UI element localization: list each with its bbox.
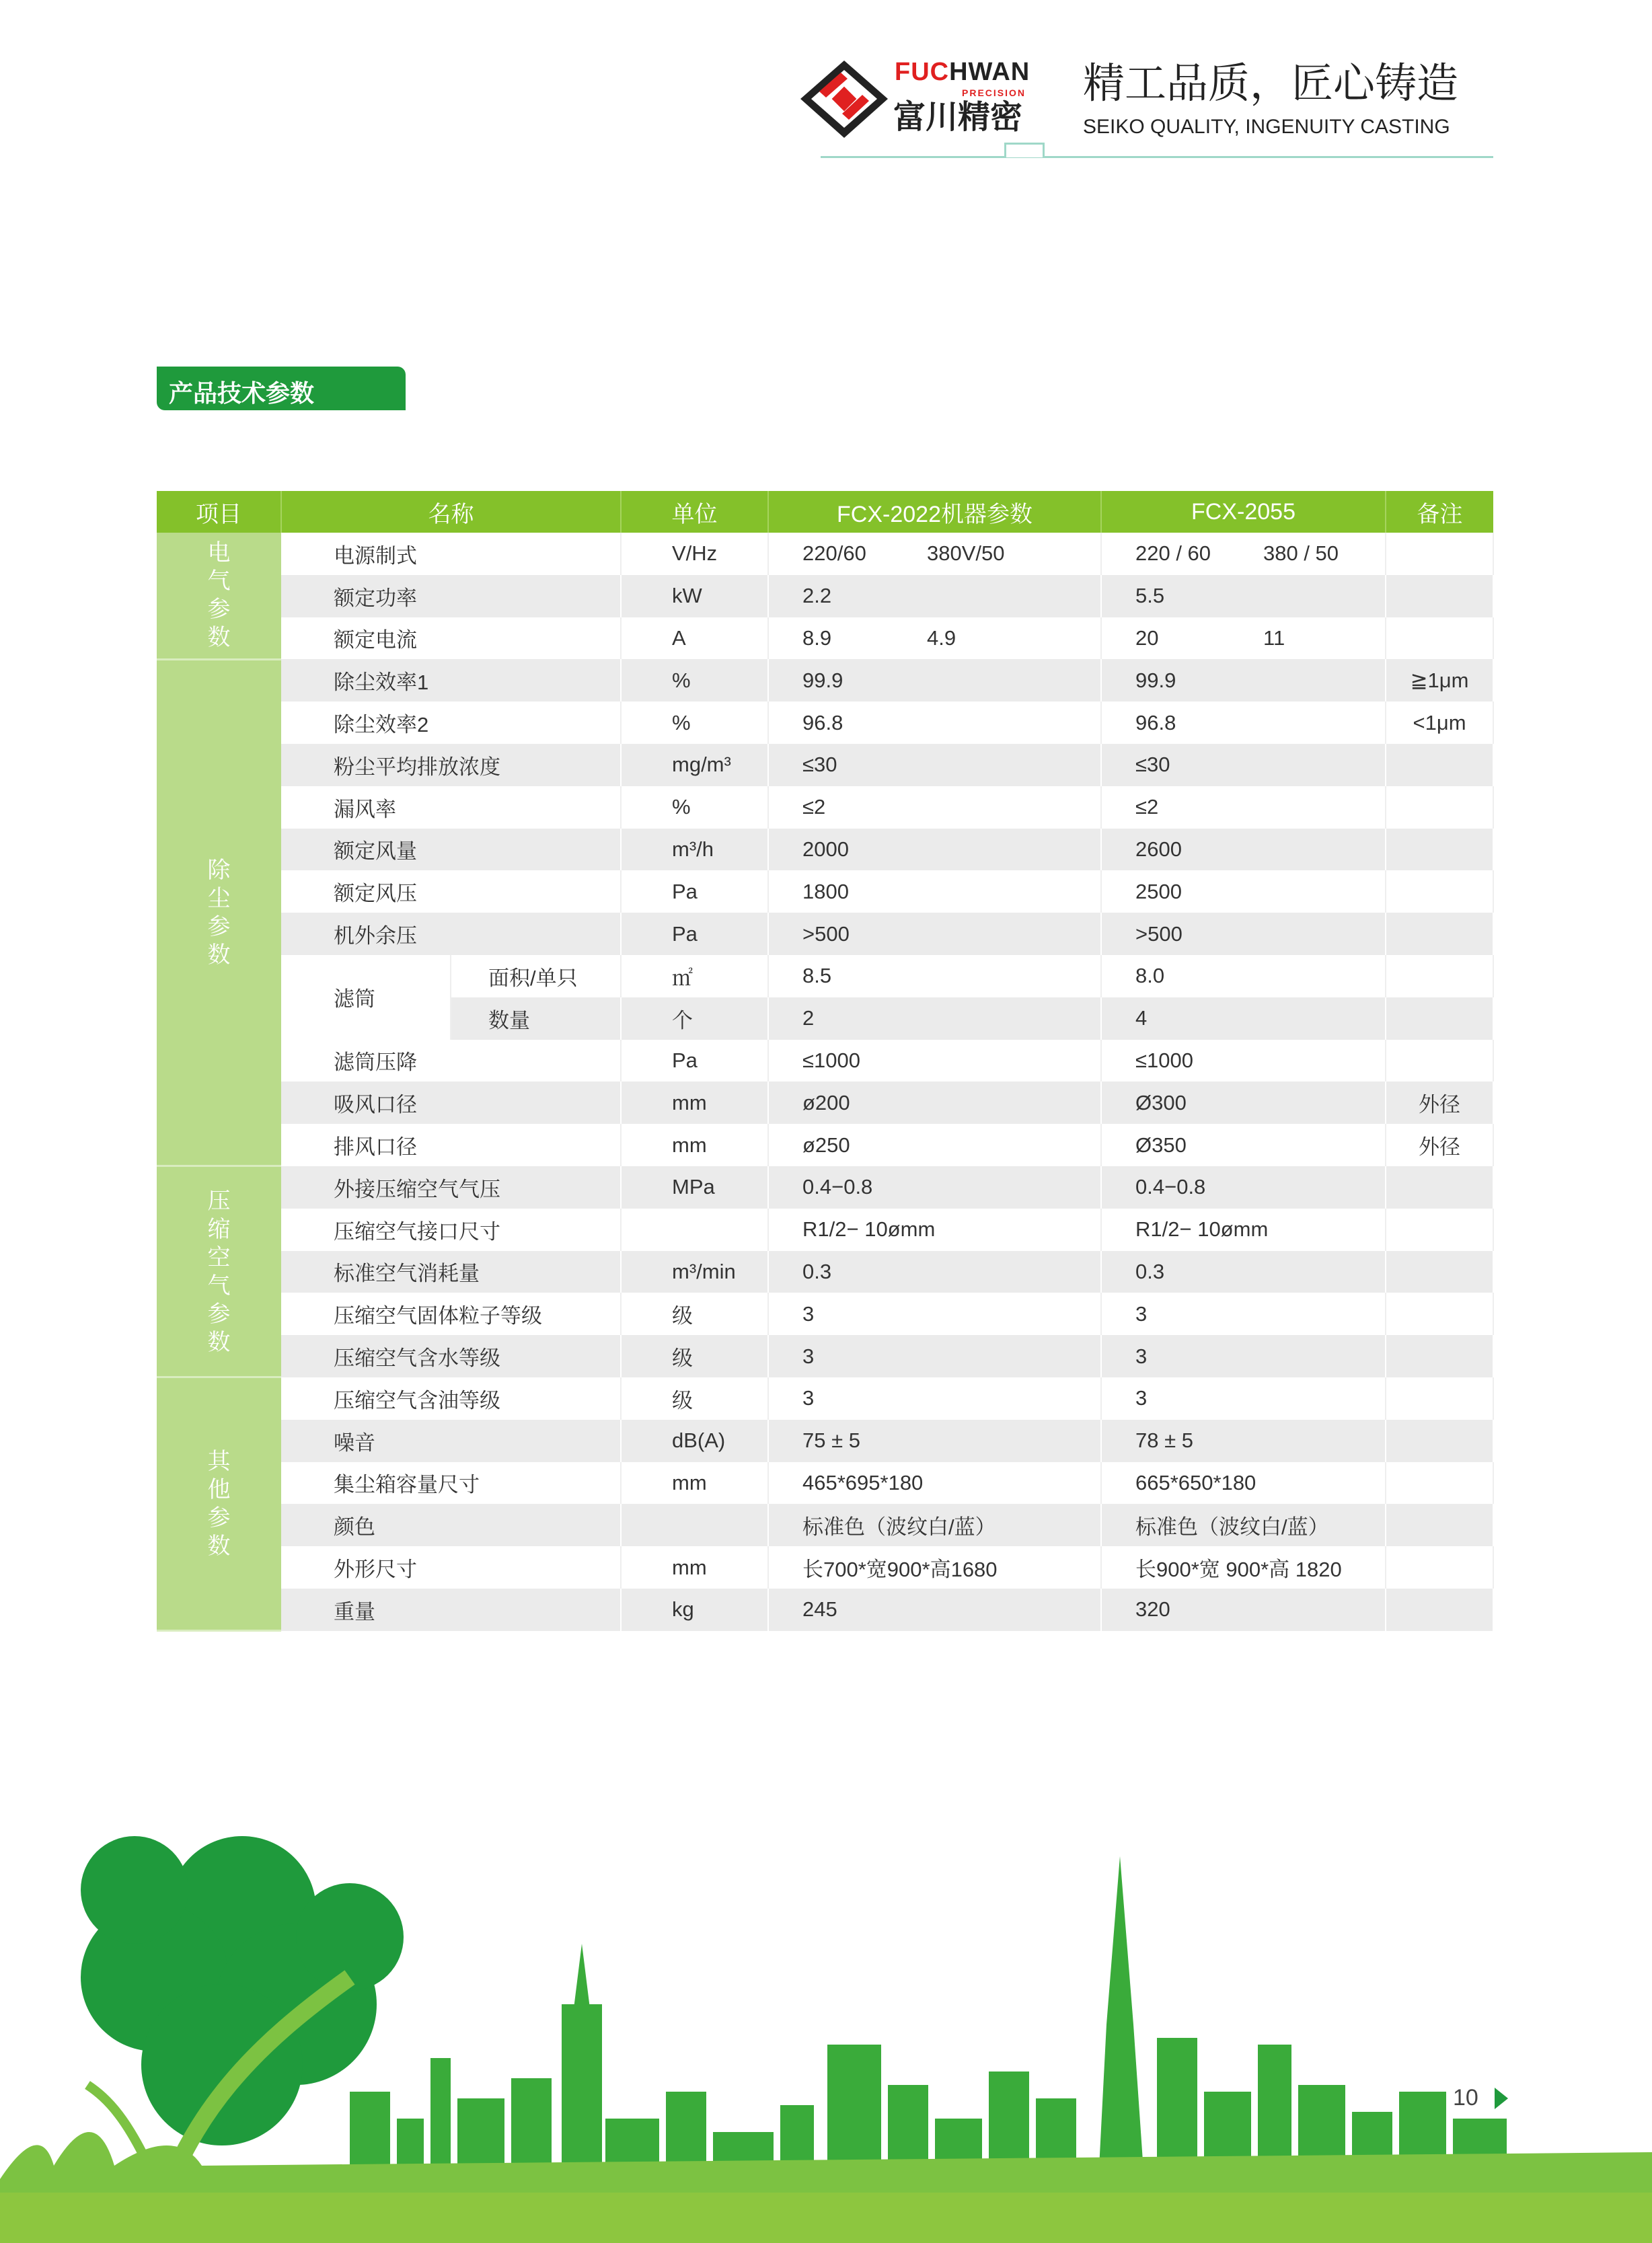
table-row — [157, 1209, 1493, 1251]
fcx2055-value-1: 0.4−0.8 — [1135, 1175, 1206, 1199]
param-name: 吸风口径 — [281, 1081, 621, 1124]
fcx2055-value — [1101, 659, 1386, 701]
table-row — [157, 1589, 1493, 1631]
fcx2022-value-1: 0.3 — [802, 1259, 832, 1283]
group-label — [157, 1377, 281, 1631]
fcx2055-value-1: 78 ± 5 — [1135, 1429, 1193, 1453]
param-name: 排风口径 — [281, 1124, 621, 1166]
fcx2055-value — [1101, 870, 1386, 913]
fcx2022-value — [768, 1462, 1101, 1505]
fcx2022-value — [768, 1040, 1101, 1082]
table-row — [157, 1335, 1493, 1377]
param-note — [1386, 786, 1493, 829]
fcx2055-value-1: 20 — [1135, 625, 1159, 650]
fcx2022-value-1: 8.5 — [802, 964, 832, 988]
fcx2022-value — [768, 1209, 1101, 1251]
fcx2055-value — [1101, 1209, 1386, 1251]
fcx2055-value-1: Ø350 — [1135, 1133, 1187, 1157]
fcx2022-value — [768, 575, 1101, 617]
header-divider-notch — [1004, 143, 1045, 157]
param-note — [1386, 617, 1493, 660]
fcx2055-value — [1101, 1040, 1386, 1082]
fcx2055-value-1: 3 — [1135, 1386, 1148, 1410]
param-name: 压缩空气固体粒子等级 — [281, 1293, 621, 1335]
fcx2055-value-1: 2500 — [1135, 879, 1182, 903]
fcx2022-value-2: 380V/50 — [927, 541, 1005, 566]
fcx2055-value — [1101, 829, 1386, 871]
fcx2022-value-1: 3 — [802, 1301, 815, 1326]
spec-table — [157, 491, 1494, 1632]
fcx2055-value — [1101, 1124, 1386, 1166]
fcx2022-value — [768, 1420, 1101, 1462]
table-row — [157, 913, 1493, 955]
brand-header — [800, 58, 1493, 159]
group-label — [157, 1166, 281, 1377]
fcx2022-value-1: 75 ± 5 — [802, 1429, 860, 1453]
param-unit: 个 — [621, 997, 768, 1040]
param-note — [1386, 1462, 1493, 1505]
fcx2022-value-1: 96.8 — [802, 710, 843, 734]
param-unit: kg — [621, 1589, 768, 1631]
fcx2022-value-1: 3 — [802, 1386, 815, 1410]
param-unit: mg/m³ — [621, 744, 768, 786]
param-unit: mm — [621, 1081, 768, 1124]
fcx2022-value — [768, 1251, 1101, 1293]
param-note — [1386, 744, 1493, 786]
table-row — [157, 870, 1493, 913]
header-divider — [821, 156, 1493, 158]
fcx2022-value-1: ≤30 — [802, 753, 837, 777]
param-note: 外径 — [1386, 1124, 1493, 1166]
param-unit: % — [621, 659, 768, 701]
fcx2055-value — [1101, 1504, 1386, 1546]
fcx2022-value — [768, 1377, 1101, 1420]
param-unit: mm — [621, 1462, 768, 1505]
table-row — [157, 1081, 1493, 1124]
param-unit: dB(A) — [621, 1420, 768, 1462]
param-note — [1386, 1335, 1493, 1377]
fcx2055-value-1: 5.5 — [1135, 584, 1165, 608]
param-note: <1μm — [1386, 701, 1493, 744]
param-name: 压缩空气接口尺寸 — [281, 1209, 621, 1251]
fcx2055-value — [1101, 1251, 1386, 1293]
param-unit: % — [621, 701, 768, 744]
param-note — [1386, 1377, 1493, 1420]
fcx2055-value-1: 0.3 — [1135, 1259, 1165, 1283]
fcx2022-value — [768, 1335, 1101, 1377]
param-unit: 级 — [621, 1335, 768, 1377]
param-name: 外形尺寸 — [281, 1546, 621, 1589]
fcx2022-value — [768, 1293, 1101, 1335]
fcx2022-value-1: 245 — [802, 1597, 837, 1622]
fcx2022-value-1: R1/2− 10ømm — [802, 1217, 936, 1242]
brand-precision: PRECISION — [962, 87, 1026, 98]
group-label — [157, 533, 281, 659]
fcx2022-value — [768, 659, 1101, 701]
param-name: 集尘箱容量尺寸 — [281, 1462, 621, 1505]
fcx2055-value-1: 3 — [1135, 1344, 1148, 1368]
fcx2055-value — [1101, 1377, 1386, 1420]
param-unit: 级 — [621, 1293, 768, 1335]
table-row — [157, 617, 1493, 660]
fcx2055-value — [1101, 1462, 1386, 1505]
param-note — [1386, 1251, 1493, 1293]
fcx2055-value — [1101, 1293, 1386, 1335]
group-label-text: 压缩空气参数 — [207, 1188, 231, 1355]
fcx2055-value — [1101, 1589, 1386, 1631]
fcx2055-value-1: R1/2− 10ømm — [1135, 1217, 1269, 1242]
param-name: 漏风率 — [281, 786, 621, 829]
param-name: 噪音 — [281, 1420, 621, 1462]
fcx2022-value-1: 0.4−0.8 — [802, 1175, 873, 1199]
fcx2055-value-1: 665*650*180 — [1135, 1470, 1256, 1494]
fcx2022-value — [768, 1124, 1101, 1166]
param-subname: 面积/单只 — [451, 955, 621, 997]
param-note — [1386, 1504, 1493, 1546]
col-header-fcx2022: FCX-2022机器参数 — [768, 491, 1101, 533]
fcx2055-value-2: 11 — [1263, 625, 1285, 650]
param-name: 重量 — [281, 1589, 621, 1631]
param-name: 外接压缩空气气压 — [281, 1166, 621, 1209]
fcx2055-value — [1101, 913, 1386, 955]
fcx2022-value-1: >500 — [802, 921, 850, 946]
param-unit: ㎡ — [621, 955, 768, 997]
fcx2022-value — [768, 829, 1101, 871]
fcx2022-value-1: ø250 — [802, 1133, 850, 1157]
table-row — [157, 1166, 1493, 1209]
param-name: 除尘效率2 — [281, 701, 621, 744]
param-unit — [621, 1504, 768, 1546]
param-note — [1386, 1420, 1493, 1462]
table-row — [157, 744, 1493, 786]
param-unit: Pa — [621, 913, 768, 955]
param-name: 滤筒 — [281, 955, 451, 1040]
table-row — [157, 659, 1493, 701]
fcx2055-value — [1101, 617, 1386, 660]
param-name: 颜色 — [281, 1504, 621, 1546]
fcx2022-value — [768, 701, 1101, 744]
next-arrow-icon — [1495, 2088, 1508, 2109]
fcx2022-value-1: 2000 — [802, 837, 849, 861]
fcx2055-value — [1101, 1546, 1386, 1589]
param-name: 粉尘平均排放浓度 — [281, 744, 621, 786]
param-note — [1386, 533, 1493, 575]
param-name: 标准空气消耗量 — [281, 1251, 621, 1293]
slogan-cn: 精工品质，匠心铸造 — [1083, 61, 1459, 107]
col-header-item: 项目 — [157, 491, 281, 533]
fcx2055-value — [1101, 955, 1386, 997]
table-header-row — [157, 491, 1493, 533]
fcx2022-value — [768, 870, 1101, 913]
fcx2022-value — [768, 1166, 1101, 1209]
param-name: 电源制式 — [281, 533, 621, 575]
fuchwan-logo-icon — [800, 61, 888, 138]
table-row — [157, 1377, 1493, 1420]
table-row — [157, 1251, 1493, 1293]
param-note — [1386, 829, 1493, 871]
fcx2022-value — [768, 1546, 1101, 1589]
param-note — [1386, 1040, 1493, 1082]
fcx2022-value-1: ø200 — [802, 1090, 850, 1114]
fcx2022-value — [768, 997, 1101, 1040]
fcx2055-value — [1101, 1166, 1386, 1209]
table-row — [157, 1420, 1493, 1462]
fcx2055-value-1: 3 — [1135, 1301, 1148, 1326]
green-city-illustration — [0, 1802, 1652, 2243]
param-note — [1386, 1589, 1493, 1631]
fcx2055-value — [1101, 575, 1386, 617]
table-row — [157, 1546, 1493, 1589]
fcx2022-value-1: ≤2 — [802, 795, 826, 819]
param-unit: m³/min — [621, 1251, 768, 1293]
param-note: ≧1μm — [1386, 659, 1493, 701]
slogan-en: SEIKO QUALITY, INGENUITY CASTING — [1083, 116, 1450, 138]
param-note: 外径 — [1386, 1081, 1493, 1124]
fcx2022-value — [768, 533, 1101, 575]
fcx2022-value — [768, 744, 1101, 786]
param-unit: 级 — [621, 1377, 768, 1420]
group-label-text: 其他参数 — [207, 1449, 231, 1560]
fcx2055-value-1: 长900*宽 900*高 1820 — [1135, 1558, 1342, 1582]
param-note — [1386, 870, 1493, 913]
brand-name-cn: 富川精密 — [893, 100, 1023, 135]
fcx2022-value-1: 99.9 — [802, 668, 843, 692]
fcx2022-value-1: 标准色（波纹白/蓝） — [802, 1515, 996, 1539]
param-unit: A — [621, 617, 768, 660]
param-note — [1386, 913, 1493, 955]
fcx2055-value — [1101, 997, 1386, 1040]
fcx2022-value-1: ≤1000 — [802, 1048, 860, 1072]
fcx2055-value-1: Ø300 — [1135, 1090, 1187, 1114]
fcx2055-value-1: >500 — [1135, 921, 1182, 946]
table-row — [157, 1293, 1493, 1335]
param-name: 额定功率 — [281, 575, 621, 617]
param-unit: % — [621, 786, 768, 829]
table-row — [157, 533, 1493, 575]
page-number: 10 — [1453, 2085, 1478, 2111]
fcx2055-value — [1101, 1081, 1386, 1124]
param-unit: mm — [621, 1124, 768, 1166]
fcx2022-value — [768, 913, 1101, 955]
group-label-text: 电气参数 — [207, 540, 231, 651]
fcx2022-value — [768, 1589, 1101, 1631]
fcx2055-value-1: ≤2 — [1135, 795, 1159, 819]
fcx2055-value-1: 4 — [1135, 1006, 1148, 1030]
col-header-note: 备注 — [1386, 491, 1493, 533]
fcx2022-value — [768, 1081, 1101, 1124]
fcx2022-value-1: 465*695*180 — [802, 1470, 924, 1494]
param-name: 额定风量 — [281, 829, 621, 871]
table-row — [157, 1462, 1493, 1505]
fcx2022-value-1: 长700*宽900*高1680 — [802, 1558, 998, 1582]
fcx2022-value — [768, 786, 1101, 829]
fcx2022-value — [768, 617, 1101, 660]
param-note — [1386, 1546, 1493, 1589]
param-unit: kW — [621, 575, 768, 617]
param-unit: Pa — [621, 1040, 768, 1082]
param-name: 机外余压 — [281, 913, 621, 955]
fcx2022-value — [768, 1504, 1101, 1546]
fcx2055-value-1: 320 — [1135, 1597, 1170, 1622]
fcx2022-value-2: 4.9 — [927, 625, 956, 650]
param-name: 压缩空气含油等级 — [281, 1377, 621, 1420]
table-row — [157, 1040, 1493, 1082]
fcx2055-value — [1101, 1335, 1386, 1377]
fcx2055-value-1: ≤30 — [1135, 753, 1170, 777]
param-note — [1386, 955, 1493, 997]
group-label-text: 除尘参数 — [207, 858, 231, 968]
fcx2055-value-1: 标准色（波纹白/蓝） — [1135, 1515, 1329, 1539]
fcx2022-value-1: 220/60 — [802, 541, 866, 566]
fcx2055-value — [1101, 786, 1386, 829]
fcx2055-value-1: 2600 — [1135, 837, 1182, 861]
table-row — [157, 575, 1493, 617]
fcx2055-value — [1101, 744, 1386, 786]
fcx2055-value-1: 220 / 60 — [1135, 541, 1211, 566]
fcx2055-value-2: 380 / 50 — [1263, 541, 1339, 566]
table-row — [157, 1504, 1493, 1546]
param-name: 额定电流 — [281, 617, 621, 660]
fcx2022-value-1: 1800 — [802, 879, 849, 903]
param-note — [1386, 997, 1493, 1040]
section-title: 产品技术参数 — [157, 367, 406, 410]
fcx2055-value-1: 8.0 — [1135, 964, 1165, 988]
table-row — [157, 701, 1493, 744]
brand-name-en-rest: HWAN — [949, 58, 1030, 86]
fcx2022-value-1: 3 — [802, 1344, 815, 1368]
param-unit: V/Hz — [621, 533, 768, 575]
param-note — [1386, 1166, 1493, 1209]
param-unit: m³/h — [621, 829, 768, 871]
fcx2055-value-1: ≤1000 — [1135, 1048, 1193, 1072]
fcx2055-value-1: 99.9 — [1135, 668, 1176, 692]
param-note — [1386, 575, 1493, 617]
param-note — [1386, 1209, 1493, 1251]
table-row — [157, 786, 1493, 829]
fcx2022-value-1: 2.2 — [802, 584, 832, 608]
brand-name-en-red: FUC — [895, 58, 950, 86]
fcx2055-value — [1101, 533, 1386, 575]
table-row — [157, 955, 1493, 997]
fcx2055-value — [1101, 701, 1386, 744]
table-row — [157, 829, 1493, 871]
col-header-unit: 单位 — [621, 491, 768, 533]
param-note — [1386, 1293, 1493, 1335]
param-subname: 数量 — [451, 997, 621, 1040]
param-unit: MPa — [621, 1166, 768, 1209]
group-label — [157, 659, 281, 1166]
fcx2055-value-1: 96.8 — [1135, 710, 1176, 734]
param-unit: mm — [621, 1546, 768, 1589]
fcx2055-value — [1101, 1420, 1386, 1462]
fcx2022-value-1: 2 — [802, 1006, 815, 1030]
param-unit: Pa — [621, 870, 768, 913]
param-name: 除尘效率1 — [281, 659, 621, 701]
fcx2022-value-1: 8.9 — [802, 625, 832, 650]
fcx2022-value — [768, 955, 1101, 997]
col-header-fcx2055: FCX-2055 — [1101, 491, 1386, 533]
param-name: 压缩空气含水等级 — [281, 1335, 621, 1377]
param-unit — [621, 1209, 768, 1251]
col-header-name: 名称 — [281, 491, 621, 533]
brand-name-en — [895, 58, 1030, 86]
param-name: 滤筒压降 — [281, 1040, 621, 1082]
param-name: 额定风压 — [281, 870, 621, 913]
table-row — [157, 1124, 1493, 1166]
